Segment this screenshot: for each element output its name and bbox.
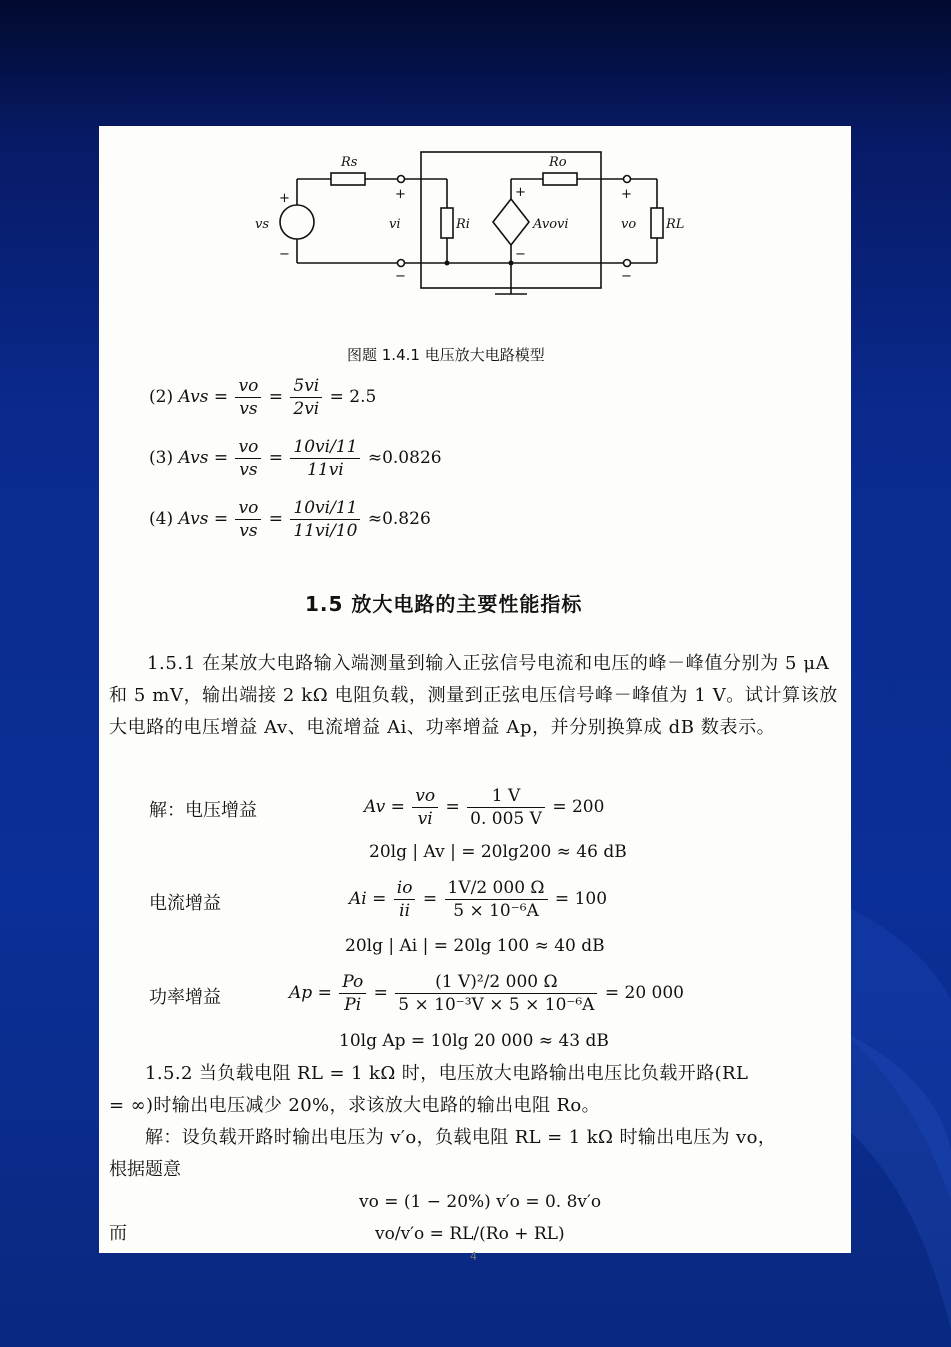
voltage-source-icon [280, 205, 314, 239]
solution-1-5-2-line2: 根据题意 [109, 1159, 181, 1180]
label-rs: Rs [341, 155, 358, 170]
problem-1-5-2-line2: = ∞)时输出电压减少 20%，求该放大电路的输出电阻 Ro。 [109, 1095, 601, 1116]
resistor-rl-icon [651, 208, 663, 238]
current-gain-equation: Ai = $\frac{io}{ii}$ = $\frac{1V/2 000 \Omega}{\text{5 × 10⁻⁶A}}$ = 100 [349, 878, 608, 921]
label-ri: Ri [456, 217, 470, 232]
solution-1-5-2-er: 而 [109, 1223, 127, 1244]
solution-1-5-2-eq1: vo = (1 − 20%) v′o = 0. 8v′o [359, 1192, 602, 1212]
minus-sign: − [621, 269, 632, 284]
section-heading: 1.5 放大电路的主要性能指标 [305, 592, 583, 616]
minus-sign: − [395, 269, 406, 284]
power-gain-db: 10lg Ap = 10lg 20 000 ≈ 43 dB [339, 1031, 609, 1051]
voltage-gain-label: 解：电压增益 [149, 800, 257, 821]
label-vs: vs [255, 217, 270, 232]
equation-3: (3) Avs = $\frac{vo}{vs}$ = $\frac{10vi/11}{11vi}$ ≈0.0826 [149, 437, 442, 480]
equation-2: (2) Avs = $\frac{vo}{vs}$ = $\frac{5vi}{2vi}$ = 2.5 [149, 376, 377, 419]
textbook-page [99, 126, 851, 1253]
plus-sign: + [515, 185, 526, 200]
label-rl: RL [666, 217, 685, 232]
minus-sign: − [279, 247, 290, 262]
equation-4: (4) Avs = $\frac{vo}{vs}$ = $\frac{10vi/11}{11vi/10}$ ≈0.826 [149, 498, 431, 541]
voltage-gain-equation: Av = $\frac{vo}{vi}$ = $\frac{1 V}{0. 005 V}$ = 200 [364, 786, 605, 829]
current-gain-label: 电流增益 [149, 893, 221, 914]
figure-caption: 图题 1.4.1 电压放大电路模型 [347, 346, 545, 364]
plus-sign: + [279, 191, 290, 206]
resistor-rs-icon [331, 173, 365, 185]
solution-1-5-2-line1: 解：设负载开路时输出电压为 v′o，负载电阻 RL = 1 kΩ 时输出电压为 vo， [145, 1127, 777, 1148]
dependent-source-icon [493, 199, 529, 245]
page-number: 4 [470, 1250, 477, 1263]
problem-1-5-1-text: 1.5.1 在某放大电路输入端测量到输入正弦信号电流和电压的峰－峰值分别为 5 μA 和 5 mV，输出端接 2 kΩ 电阻负载，测量到正弦电压信号峰－峰值为 1 V。试计算该放大电路的电压增益 Av、电流增益 Ai、功率增益 Ap，并分别换算成 dB 数表示。 [109, 653, 838, 738]
plus-sign: + [621, 187, 632, 202]
resistor-ro-icon [543, 173, 577, 185]
power-gain-equation: Ap = $\frac{Po}{Pi}$ = $\frac{\text{(1 V)²/2 000 Ω}}{\text{5 × 10⁻³V × 5 × 10⁻⁶A}}$ = 20 000 [289, 972, 684, 1015]
label-vo: vo [621, 217, 637, 232]
resistor-ri-icon [441, 208, 453, 238]
minus-sign: − [515, 247, 526, 262]
solution-1-5-2-eq2: vo/v′o = RL/(Ro + RL) [375, 1224, 565, 1244]
problem-1-5-2-line1: 1.5.2 当负载电阻 RL = 1 kΩ 时，电压放大电路输出电压比负载开路(RL [145, 1063, 749, 1084]
plus-sign: + [395, 187, 406, 202]
voltage-gain-db: 20lg | Av | = 20lg200 ≈ 46 dB [369, 842, 627, 862]
label-ro: Ro [549, 155, 567, 170]
label-avo: Avovi [533, 217, 569, 232]
circuit-diagram [249, 144, 685, 314]
label-vi: vi [389, 217, 401, 232]
power-gain-label: 功率增益 [149, 987, 221, 1008]
current-gain-db: 20lg | Ai | = 20lg 100 ≈ 40 dB [345, 936, 605, 956]
